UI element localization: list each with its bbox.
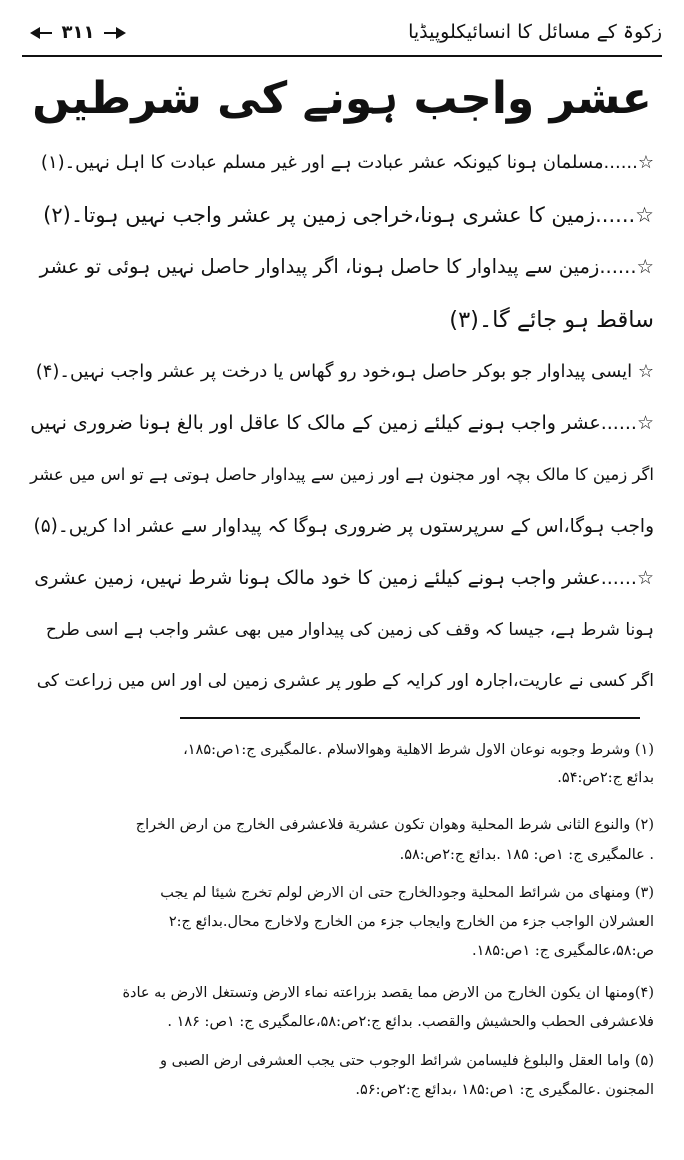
footnote-line: ص:۵۸،عالمگیری ج: ۱ص:۱۸۵. [472, 943, 654, 959]
section-title: عشر واجب ہونے کی شرطیں [32, 73, 652, 124]
footnote-line: (۲) والنوع الثانی شرط المحلية وهوان تكون عشرية فلاعشرفی الخارج من ارض الخراج [135, 817, 654, 833]
body-line: ساقط ہو جائے گا۔(۳) [449, 307, 654, 333]
footnote-line: (۱) وشرط وجوبه نوعان الاول شرط الاهلية وهوالاسلام .عالمگیری ج:۱ص:۱۸۵، [183, 742, 654, 758]
footnote-line: (۴)ومنها ان يكون الخارج من الارض مما يقصد بزراعته نماء الارض وتستغل الارض به عادة [122, 985, 654, 1001]
header-divider [22, 55, 662, 57]
body-line: ☆......زمین سے پیداوار کا حاصل ہونا، اگر پیداوار حاصل نہیں ہوئی تو عشر [39, 255, 654, 278]
footnote-line: (۵) واما العقل والبلوغ فليسامن شرائط الوجوب حتى يجب العشرفی ارض الصبی و [160, 1053, 654, 1069]
ornament-left-icon [30, 27, 40, 39]
footnote-line: . عالمگیری ج: ۱ص: ۱۸۵ .بدائع ج:۲ص:۵۸. [399, 847, 654, 863]
body-line: ☆......مسلمان ہونا کیونکہ عشر عبادت ہے اور غیر مسلم عبادت کا اہل نہیں۔(۱) [40, 152, 654, 173]
book-title: زکوۃ کے مسائل کا انسائیکلوپیڈیا [408, 21, 662, 43]
body-line: اگر زمین کا مالک بچہ اور مجنون ہے اور زمین سے پیداوار حاصل ہوتی ہے تو اس میں عشر [30, 465, 654, 484]
page-number-ornament [30, 20, 126, 46]
page-number: ۳۱۱ [61, 22, 95, 43]
ornament-right-icon [116, 27, 126, 39]
body-line: ☆ ایسی پیداوار جو بوکر حاصل ہو،خود رو گھاس یا درخت پر عشر واجب نہیں۔(۴) [35, 361, 654, 382]
body-line: ☆......زمین کا عشری ہونا،خراجی زمین پر عشر واجب نہیں ہوتا۔(۲) [43, 203, 654, 227]
body-line: ☆......عشر واجب ہونے کیلئے زمین کے مالک کا عاقل اور بالغ ہونا ضروری نہیں [30, 412, 654, 434]
body-line: ☆......عشر واجب ہونے کیلئے زمین کا خود مالک ہونا شرط نہیں، زمین عشری [34, 567, 654, 589]
footnote-line: المجنون .عالمگیری ج: ۱ص:۱۸۵ ،بدائع ج:۲ص:۵۶. [355, 1082, 654, 1098]
body-line: واجب ہوگا،اس کے سرپرستوں پر ضروری ہوگا کہ پیداوار سے عشر ادا کریں۔(۵) [33, 516, 654, 537]
footnote-divider [180, 717, 640, 719]
footnote-line: فلاعشرفی الحطب والحشيش والقصب. بدائع ج:۲ص:۵۸،عالمگیری ج: ۱ص: ۱۸۶ . [167, 1014, 654, 1030]
footnote-line: العشرلان الواجب جزء من الخارج وايجاب جزء من الخارج ولاخارج محال.بدائع ج:۲ [168, 914, 654, 930]
ornament-line [40, 32, 52, 34]
footnote-line: بدائع ج:۲ص:۵۴. [557, 770, 654, 786]
ornament-line [104, 32, 116, 34]
body-line: ہونا شرط ہے، جیسا کہ وقف کی زمین کی پیداوار میں بھی عشر واجب ہے اسی طرح [45, 620, 654, 640]
footnote-line: (۳) ومنهاى من شرائط المحلية وجودالخارج حتى ان الارض لولم تخرج شيئا لم يجب [160, 885, 654, 901]
body-line: اگر کسی نے عاریت،اجارہ اور کرایہ کے طور پر عشری زمین لی اور اس میں زراعت کی [36, 671, 654, 691]
running-header [22, 14, 662, 54]
